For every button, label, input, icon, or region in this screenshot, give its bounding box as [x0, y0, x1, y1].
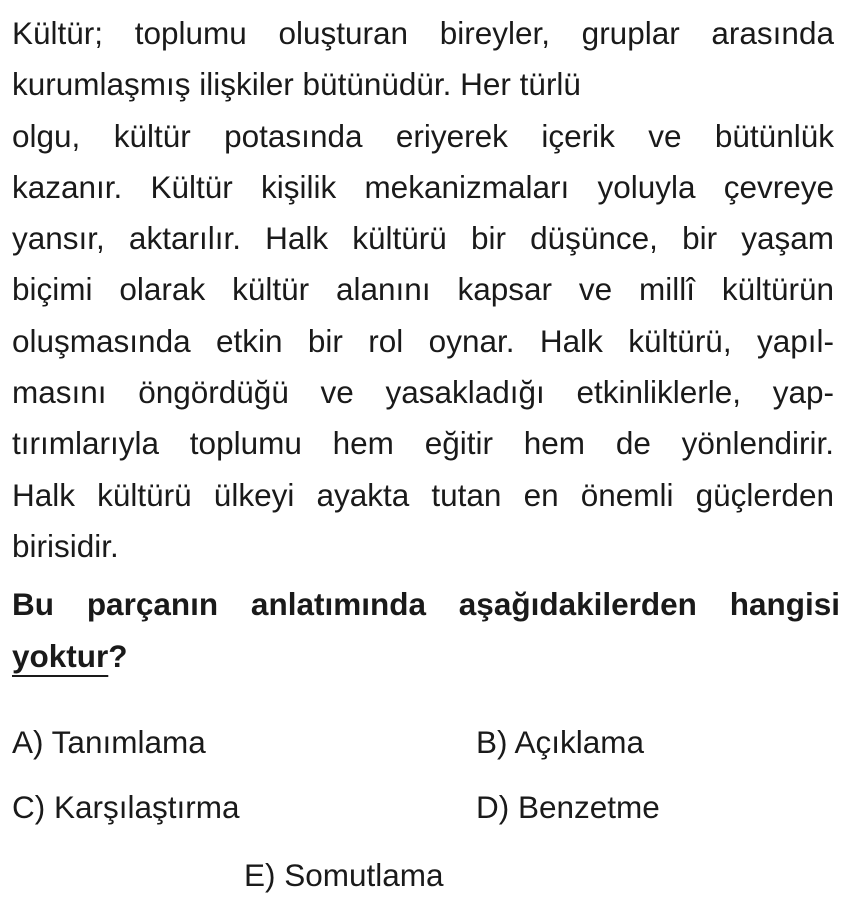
- option-e[interactable]: E) Somutlama: [244, 857, 444, 893]
- passage-line: kazanır. Kültür kişilik mekanizmaları yoluyla çevreye: [12, 168, 834, 205]
- question-line-2: [12, 630, 840, 682]
- passage-line: biçimi olarak kültür alanını kapsar ve millî kültürün: [12, 271, 834, 308]
- passage-line: masını öngördüğü ve yasakladığı etkinliklerle, yap-: [12, 374, 834, 411]
- option-d[interactable]: D) Benzetme: [476, 789, 660, 825]
- passage-line: oluşmasında etkin bir rol oynar. Halk kültürü, yapıl-: [12, 322, 834, 359]
- option-b[interactable]: B) Açıklama: [476, 724, 645, 760]
- passage-line: olgu, kültür potasında eriyerek içerik ve bütünlük: [12, 117, 834, 154]
- passage-line: Halk kültürü ülkeyi ayakta tutan en önemli güçlerden: [12, 476, 834, 513]
- question-mark: ?: [108, 638, 128, 674]
- passage-line: yansır, aktarılır. Halk kültürü bir düşünce, bir yaşam: [12, 220, 834, 257]
- option-a[interactable]: A) Tanımlama: [12, 724, 206, 760]
- passage-line: kurumlaşmış ilişkiler bütünüdür. Her türlü: [12, 66, 581, 103]
- question-line: Bu parçanın anlatımında aşağıdakilerden hangisi: [12, 586, 840, 622]
- passage-line: tırımlarıyla toplumu hem eğitir hem de yönlendirir.: [12, 425, 834, 462]
- option-c[interactable]: C) Karşılaştırma: [12, 789, 240, 825]
- passage-text: [12, 8, 834, 572]
- question-underlined-word: yoktur: [12, 638, 109, 674]
- question-stem: [12, 578, 840, 682]
- passage-line: birisidir.: [12, 527, 119, 564]
- passage-line: Kültür; toplumu oluşturan bireyler, gruplar arasında: [12, 15, 834, 51]
